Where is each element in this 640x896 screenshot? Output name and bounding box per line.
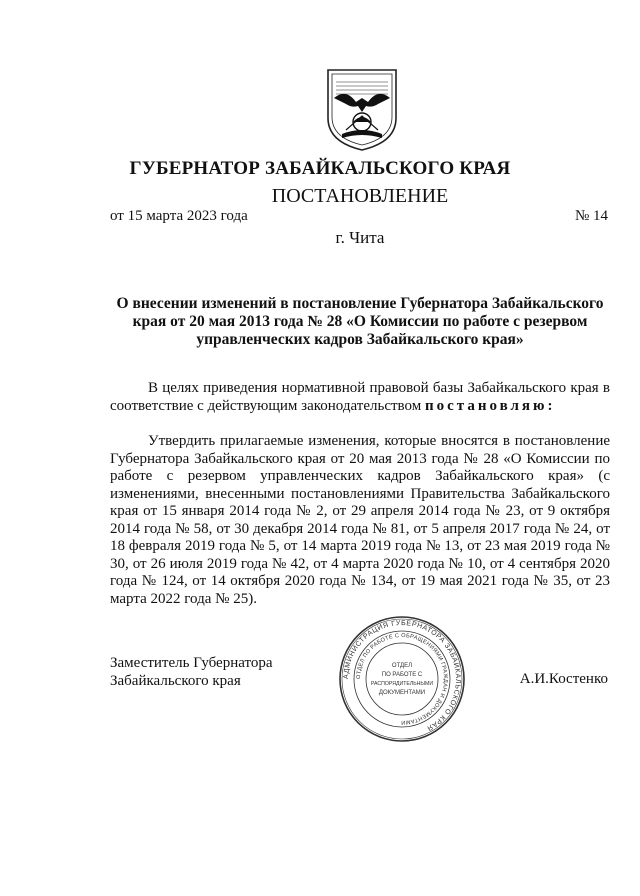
body-paragraph-1 (110, 380, 610, 415)
document-title: О внесении изменений в постановление Губернатора Забайкальского края от 20 мая 2013 года № 28 «О Комиссии по работе с резервом управленческих кадров Забайкальского края» (116, 295, 604, 348)
stamp-center-line-4: ДОКУМЕНТАМИ (378, 690, 426, 696)
coat-of-arms-icon (322, 68, 402, 152)
preamble-text: В целях приведения нормативной правовой базы Забайкальского края в соответствие с действующим законодательством (110, 380, 610, 414)
signatory-position (110, 654, 290, 690)
stamp-center-line-3: РАСПОРЯДИТЕЛЬНЫМИ (370, 681, 434, 687)
stamp-outer-ring-text: АДМИНИСТРАЦИЯ ГУБЕРНАТОРА ЗАБАЙКАЛЬСКОГО КРАЯ (342, 619, 462, 732)
decree-keyword: постановляю: (424, 397, 556, 414)
body-paragraph-2: Утвердить прилагаемые изменения, которые вносятся в постановление Губернатора Забайкальского края от 20 мая 2013 года № 28 «О Комиссии по работе с резервом управленческих кадров Забайкальского края» (с изменениями, внесенными постановлениями Правительства Забайкальского края от 15 января 2014 года № 2, от 29 апреля 2014 года № 23, от 9 октября 2014 года № 58, от 30 декабря 2014 года № 81, от 5 апреля 2017 года № 24, от 18 февраля 2019 года № 5, от 14 марта 2019 года № 13, от 23 мая 2019 года № 30, от 26 июля 2019 года № 42, от 4 марта 2020 года № 10, от 4 сентября 2020 года № 124, от 14 октября 2020 года № 134, от 19 мая 2021 года № 35, от 23 марта 2022 года № 25). (110, 433, 610, 607)
svg-text:ОТДЕЛ ПО РАБОТЕ С ОБРАЩЕНИЯМИ (356, 633, 448, 725)
signatory-name: А.И.Костенко (519, 671, 608, 687)
issuer-title: ГУБЕРНАТОР ЗАБАЙКАЛЬСКОГО КРАЯ (129, 158, 511, 179)
stamp-center-line-2: ПО РАБОТЕ С (381, 672, 423, 678)
document-place: г. Чита (335, 228, 385, 247)
official-stamp-icon (338, 615, 466, 743)
stamp-inner-ring-text: ОТДЕЛ ПО РАБОТЕ С ОБРАЩЕНИЯМИ ГРАЖДАН И ДОКУМЕНТАМИ (355, 632, 449, 726)
document-number: № 14 (574, 208, 608, 224)
signatory-position-line-2: Забайкальского края (110, 673, 241, 689)
document-date: от 15 марта 2023 года (110, 208, 248, 224)
signatory-position-line-1: Заместитель Губернатора (110, 655, 273, 671)
stamp-center-line-1: ОТДЕЛ (391, 663, 413, 669)
document-type: ПОСТАНОВЛЕНИЕ (271, 185, 449, 207)
